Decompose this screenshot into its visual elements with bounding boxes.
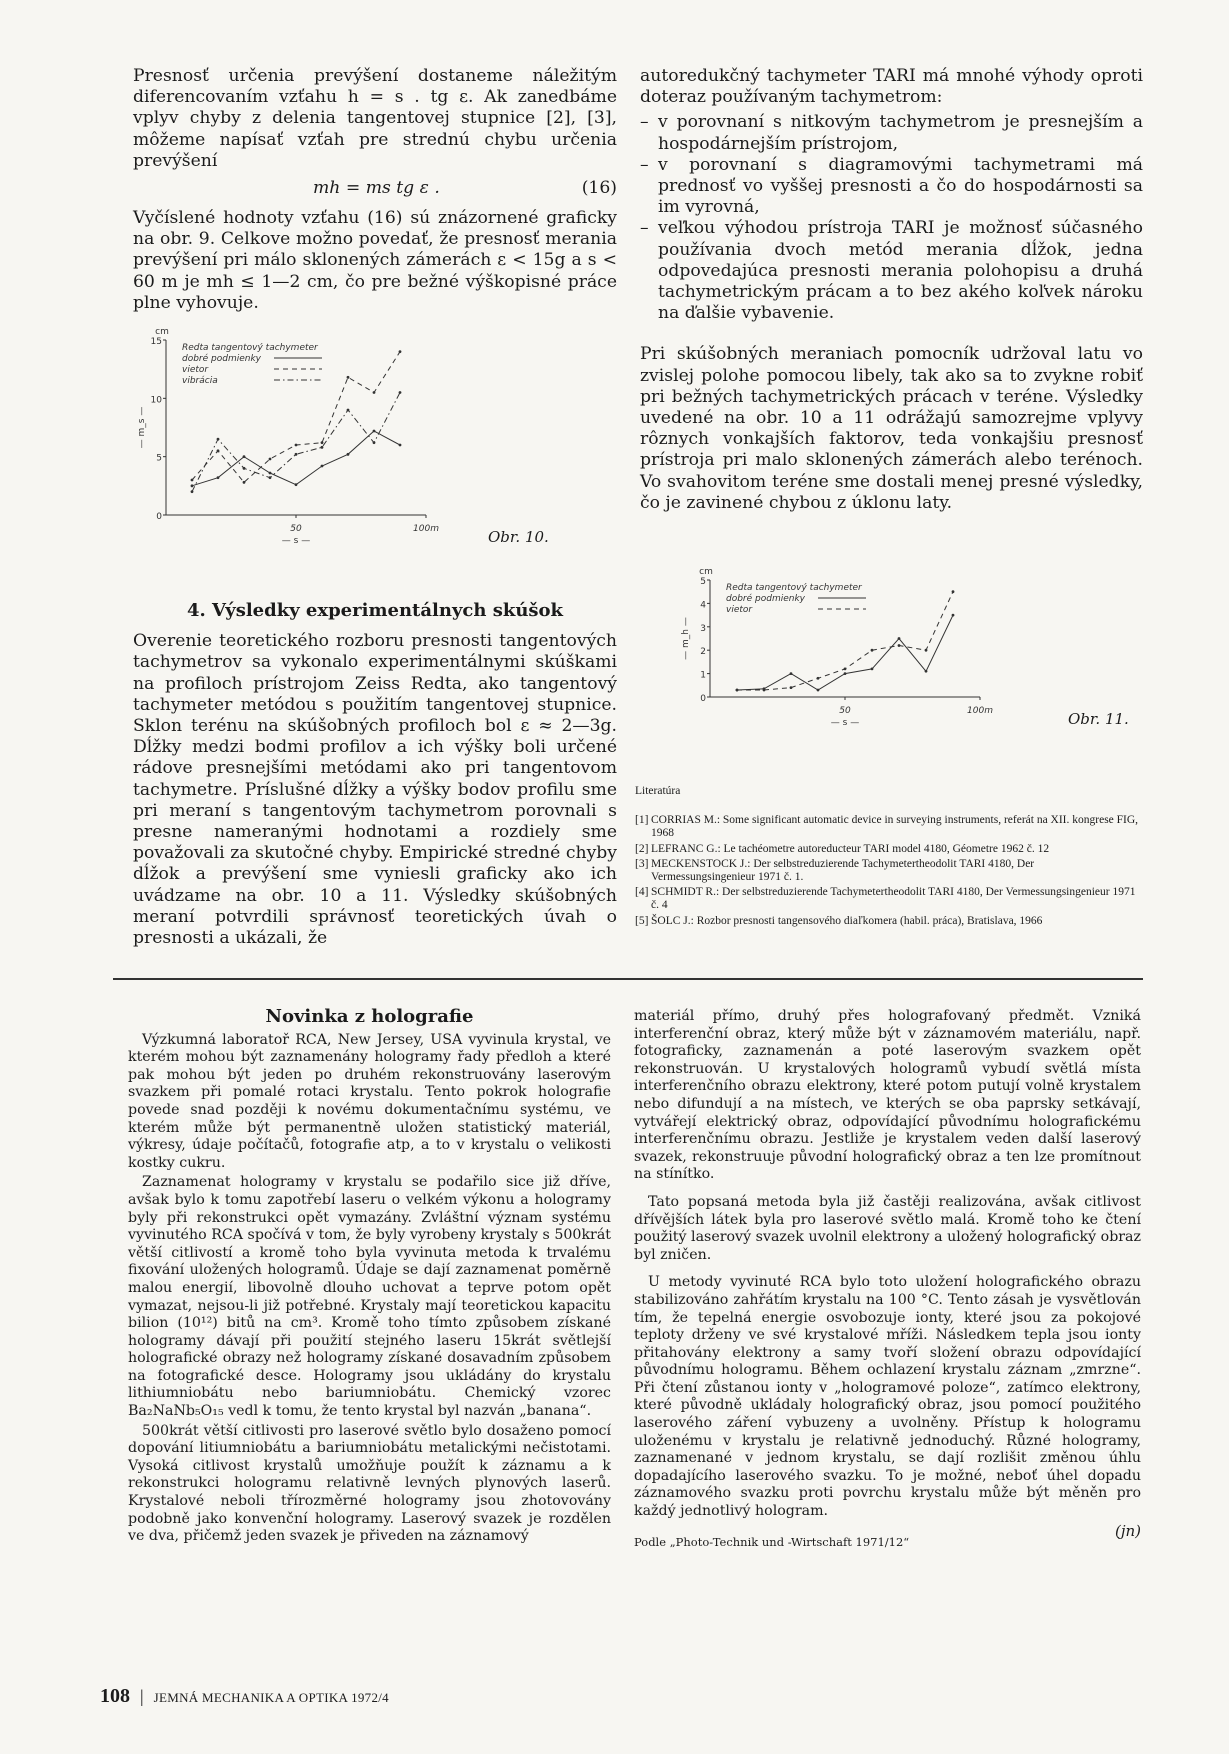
paragraph: U metody vyvinuté RCA bylo toto uložení holografického obrazu stabilizováno zahřátím krystalu na 100 °C. Tento zásah je vysvětlován tím, že tepelná energie osvobozuje ionty, které jsou za pokojové teploty drženy ve své krystalové mříži. Následkem tepla jsou ionty přitahovány elektrony a samy tvoří složení obrazu odpovídající původnímu hologramu. Během ochlazení krystalu záznam „zmrzne“. Při čtení zůstanou ionty v „hologramové poloze“, zatímco elektrony, které původně ukládaly holografický obraz, jsou pomocí použitého laserového záření vybuzeny a uvolněny. Přístup k hologramu uloženému v krystalu je relativně jednoduchý. Různé hologramy, zaznamenané v jednom krystalu, se dají rozlišit změnou úhlu dopadajícího laserového svazku. To je možné, neboť úhel dopadu záznamového svazku proti povrchu krystalu může být měněn pro každý jednotlivý hologram. — [634, 1274, 1141, 1520]
data-point — [269, 476, 272, 479]
data-point — [321, 465, 324, 468]
literature-item — [635, 814, 1140, 840]
equation-16 — [133, 178, 617, 204]
data-point — [243, 467, 246, 470]
data-point — [898, 637, 901, 640]
ref-text: SCHMIDT R.: Der selbstreduzierende Tachymetertheodolit TARI 4180, Der Vermessungsingenieur 1971 č. 4 — [651, 886, 1136, 912]
data-point — [399, 444, 402, 447]
data-point — [269, 458, 272, 461]
data-point — [217, 476, 220, 479]
data-point — [898, 644, 901, 647]
legend-title: Redta tangentový tachymeter — [182, 343, 318, 353]
ref-number: [3] — [635, 857, 649, 870]
figure-11-chart — [680, 567, 1040, 750]
paragraph: Vyčíslené hodnoty vzťahu (16) sú znázornené graficky na obr. 9. Celkove možno povedať, že presnosť merania prevýšení pri málo sklonených zámerách ε < 15g a s < 60 m je mh ≤ 1—2 cm, čo pre bežné výškopisné práce plne vyhovuje. — [133, 208, 617, 313]
data-point — [295, 483, 298, 486]
legend-title: Redta tangentový tachymeter — [726, 583, 862, 593]
data-point — [191, 484, 194, 487]
data-point — [321, 446, 324, 449]
data-point — [952, 614, 955, 617]
ref-text: MECKENSTOCK J.: Der selbstreduzierende Tachymetertheodolit TARI 4180, Der Vermessungsingenieur 1971 č. 1. — [651, 857, 1035, 884]
data-point — [952, 590, 955, 593]
series-line — [192, 431, 400, 486]
bullet-dash: – — [640, 112, 649, 133]
data-point — [191, 479, 194, 482]
data-point — [217, 438, 220, 441]
data-point — [871, 649, 874, 652]
legend-label: dobré podmienky — [182, 354, 262, 364]
data-point — [871, 668, 874, 671]
ref-text: ŠOLC J.: Rozbor presnosti tangensového diaľkomera (habil. práca), Bratislava, 1966 — [651, 914, 1043, 927]
figure-10-plot — [137, 327, 439, 546]
paragraph: Výzkumná laboratoř RCA, New Jersey, USA vyvinula krystal, ve kterém mohou být zaznamenány hologramy řady předloh a které pak mohou být jeden po druhém rekonstruovány laserovým svazkem při pomalé rotaci krystalu. Tento pokrok holografie povede snad později k novému dokumentačnímu systému, ve kterém může být permanentně uložen statistický materiál, výkresy, údaje počítačů, fotografie atp, a to v krystalu o velikosti kostky cukru. — [128, 1031, 611, 1171]
figure-11-caption: Obr. 11. — [1068, 710, 1129, 728]
journal-name: JEMNÁ MECHANIKA A OPTIKA 1972/4 — [153, 1690, 389, 1705]
signature: (jn) — [1114, 1521, 1141, 1540]
ref-number: [5] — [635, 914, 649, 927]
series-line — [192, 352, 400, 483]
data-point — [295, 453, 298, 456]
data-point — [217, 449, 220, 452]
equation-number: (16) — [581, 178, 617, 199]
y-axis-label: — m_s — — [137, 406, 147, 449]
source-note: Podle „Photo-Technik und -Wirtschaft 1971/12“ — [634, 1535, 910, 1550]
data-point — [790, 672, 793, 675]
x-axis-label: — s — — [830, 718, 860, 728]
data-point — [373, 441, 376, 444]
series-line — [192, 393, 400, 492]
right-column-top — [640, 66, 1143, 524]
ref-number: [1] — [635, 814, 649, 827]
section-divider — [113, 978, 1143, 980]
legend-label: vibrácia — [182, 376, 218, 386]
paragraph: Tato popsaná metoda byla již častěji realizována, avšak citlivost dřívějších látek byla pro laserové světlo malá. Kromě toho ke čtení použitý laserový svazek uvolnil elektrony a uložený holografický obraz byl zničen. — [634, 1193, 1141, 1263]
y-axis-unit: cm — [155, 327, 169, 337]
paragraph: 500krát větší citlivosti pro laserové světlo bylo dosaženo pomocí dopování litiumniobátu a bariumniobátu metalickými nečistotami. Vysoká citlivost krystalů umožňuje použít k záznamu a k rekonstrukci hologramu relativně levných plynových laserů. Krystalové neboli třírozměrné hologramy jsou zhotovovány podobně jako konvenční hologramy. Laserový svazek je rozdělen ve dva, přičemž jeden svazek je přiveden na záznamový — [128, 1422, 611, 1545]
data-point — [243, 481, 246, 484]
data-point — [736, 689, 739, 692]
data-point — [763, 689, 766, 692]
y-tick-label: 0 — [700, 694, 706, 704]
paragraph: Presnosť určenia prevýšení dostaneme náležitým diferencovaním vzťahu h = s . tg ε. Ak zanedbáme vplyv chyby z delenia tangentovej stupnice [2], [3], môžeme napísať vzťah pre strednú chybu určenia prevýšení — [133, 66, 617, 171]
literature-item — [635, 886, 1140, 912]
y-tick-label: 15 — [150, 337, 162, 347]
data-point — [817, 677, 820, 680]
literature-title: Literatúra — [635, 785, 681, 797]
data-point — [373, 391, 376, 394]
data-point — [925, 670, 928, 673]
data-point — [243, 455, 246, 458]
novinka-left-column — [128, 1008, 611, 1556]
left-column-top — [133, 66, 617, 324]
paragraph: Zaznamenat hologramy v krystalu se podařilo sice již dříve, avšak bylo k tomu zapotřebí laseru o velkém výkonu a hologramy byly při rekonstrukci opět vymazány. Zvláštní význam systému vyvinutého RCA spočívá v tom, že byly vyrobeny krystaly s 500krát větší citlivostí a kromě toho byla vyvinuta metoda k trvalému fixování uložených hologramů. Údaje se dají zaznamenat poměrně malou energií, libovolně dlouho uchovat a teprve potom opět vymazat, nejsou-li již potřebné. Krystaly mají teoretickou kapacitu bilion (10¹²) bitů na cm³. Kromě toho tímto způsobem získané hologramy dávají při použití stejného laseru 15krát světlejší holografické obrazy než hologramy získané dosavadním způsobem na fotografické desce. Hologramy jsou ukládány do krystalu lithiumniobátu nebo bariumniobátu. Chemický vzorec Ba₂NaNb₅O₁₅ vedl k tomu, že tento krystal byl nazván „banana“. — [128, 1174, 611, 1420]
literature-item — [635, 915, 1140, 928]
novinka-right-column — [634, 1008, 1141, 1552]
data-point — [399, 350, 402, 353]
y-tick-label: 5 — [700, 577, 706, 587]
ref-number: [2] — [635, 842, 649, 855]
figure-10-chart — [137, 327, 480, 575]
paragraph: Pri skúšobných meraniach pomocník udržoval latu vo zvislej polohe pomocou libely, tak ako sa to zvykne robiť pri bežných tachymetrických prácach v teréne. Výsledky uvedené na obr. 10 a 11 odrážajú samozrejme vplyvy rôznych vonkajších faktorov, teda vonkajšiu presnosť prístroja pri malo sklonených zámerách alebo terénoch. Vo svahovitom teréne sme dostali menej presné výsledky, čo je zavinené chybou z úklonu laty. — [640, 344, 1143, 513]
figure-10-caption: Obr. 10. — [488, 528, 549, 546]
y-axis-label: — m_h — — [681, 617, 691, 660]
x-tick-label: 50 — [839, 706, 851, 716]
data-point — [269, 472, 272, 475]
paragraph: materiál přímo, druhý přes holografovaný předmět. Vzniká interferenční obraz, který může být v záznamovém materiálu, např. fotograficky, zaznamenán a poté laserovým svazkem opět rekonstruován. U krystalových hologramů vybudí světlá místa interferenčního obrazu elektrony, které potom putují volně krystalem nebo difundují a na místech, ve kterých se oba paprsky setkávají, vytvářejí elektrický obraz, odpovídající původnímu holografickému interferenčnímu obrazu. Jestliže je krystalem veden další laserový svazek, rekonstruuje původní holografický obraz a ten lze promítnout na stínítko. — [634, 1008, 1141, 1183]
data-point — [347, 453, 350, 456]
data-point — [925, 649, 928, 652]
article-title: Novinka z holografie — [265, 1006, 474, 1027]
y-tick-label: 0 — [156, 512, 162, 522]
literature-item — [635, 858, 1140, 884]
y-tick-label: 2 — [700, 647, 706, 658]
footer-separator: | — [140, 1686, 144, 1706]
list-item-text: veľkou výhodou prístroja TARI je možnosť súčasného používania dvoch metód merania dĺžok, jedna odpovedajúca presnosti merania polohopisu a druhá tachymetrickým prácam a to bez akého koľvek nároku na ďalšie vybavenie. — [658, 218, 1143, 324]
x-axis-label: — s — — [281, 536, 311, 546]
y-tick-label: 5 — [156, 453, 162, 464]
legend-label: vietor — [726, 605, 753, 615]
series-line — [737, 615, 953, 690]
data-point — [373, 430, 376, 433]
section-heading: 4. Výsledky experimentálnych skúšok — [186, 600, 564, 621]
legend-label: vietor — [182, 365, 209, 375]
ref-text: CORRIAS M.: Some significant automatic device in surveying instruments, referát na XII. kongrese FIG, 1968 — [651, 814, 1139, 840]
data-point — [347, 376, 350, 379]
page-footer — [100, 1685, 389, 1708]
y-axis-unit: cm — [699, 567, 713, 577]
equation-formula: mh = ms tg ε . — [313, 178, 440, 199]
list-item — [640, 155, 1143, 219]
data-point — [347, 409, 350, 412]
data-point — [191, 490, 194, 493]
data-point — [295, 444, 298, 447]
page-number: 108 — [100, 1685, 130, 1707]
data-point — [321, 441, 324, 444]
data-point — [844, 672, 847, 675]
ref-number: [4] — [635, 886, 649, 899]
ref-text: LEFRANC G.: Le tachéometre autoreducteur TARI model 4180, Géometre 1962 č. 12 — [651, 842, 1050, 855]
y-tick-label: 4 — [700, 600, 706, 611]
x-tick-label: 100m — [413, 524, 439, 534]
list-item-text: v porovnaní s nitkovým tachymetrom je presnejším a hospodárnejším prístrojom, — [658, 112, 1143, 154]
bullet-dash: – — [640, 154, 649, 175]
figure-11-plot — [681, 567, 993, 728]
legend-label: dobré podmienky — [726, 594, 806, 604]
series-line — [737, 592, 953, 690]
literature-item — [635, 843, 1140, 856]
y-tick-label: 3 — [700, 623, 706, 634]
data-point — [399, 391, 402, 394]
paragraph: Overenie teoretického rozboru presnosti tangentových tachymetrov sa vykonalo experimentálnymi skúškami na profiloch prístrojom Zeiss Redta, ako tangentový tachymeter metódou s použitím tangentovej stupnice. Sklon terénu na skúšobných profiloch bol ε ≈ 2—3g. Dĺžky medzi bodmi profilov a ich výšky boli určené rádove presnejšími metódami ako pri tangentovom tachymetre. Príslušné dĺžky a výšky bodov profilu sme pri meraní s tangentovým tachymetrom porovnali s presne nameranými hodnotami a rozdiely sme považovali za skutočné chyby. Empirické stredné chyby dĺžok a prevýšení sme vyniesli graficky ako ich uvádzame na obr. 10 a 11. Výsledky skúšobných meraní potvrdili správnosť teoretických úvah o presnosti a ukázali, že — [133, 631, 617, 949]
bullet-dash: – — [640, 218, 649, 239]
paragraph: autoredukčný tachymeter TARI má mnohé výhody oproti doteraz používaným tachymetrom: — [640, 66, 1143, 108]
list-item — [640, 218, 1143, 324]
y-tick-label: 1 — [700, 670, 706, 681]
x-tick-label: 50 — [290, 524, 302, 534]
data-point — [790, 686, 793, 689]
list-item — [640, 112, 1143, 154]
x-tick-label: 100m — [967, 706, 993, 716]
literature — [635, 785, 1140, 930]
list-item-text: v porovnaní s diagramovými tachymetrami má prednosť vo vyššej presnosti a čo do hospodárnosti sa im vyrovná, — [658, 154, 1143, 218]
data-point — [817, 689, 820, 692]
y-tick-label: 10 — [150, 395, 162, 406]
left-column-section4 — [133, 600, 617, 959]
data-point — [844, 668, 847, 671]
